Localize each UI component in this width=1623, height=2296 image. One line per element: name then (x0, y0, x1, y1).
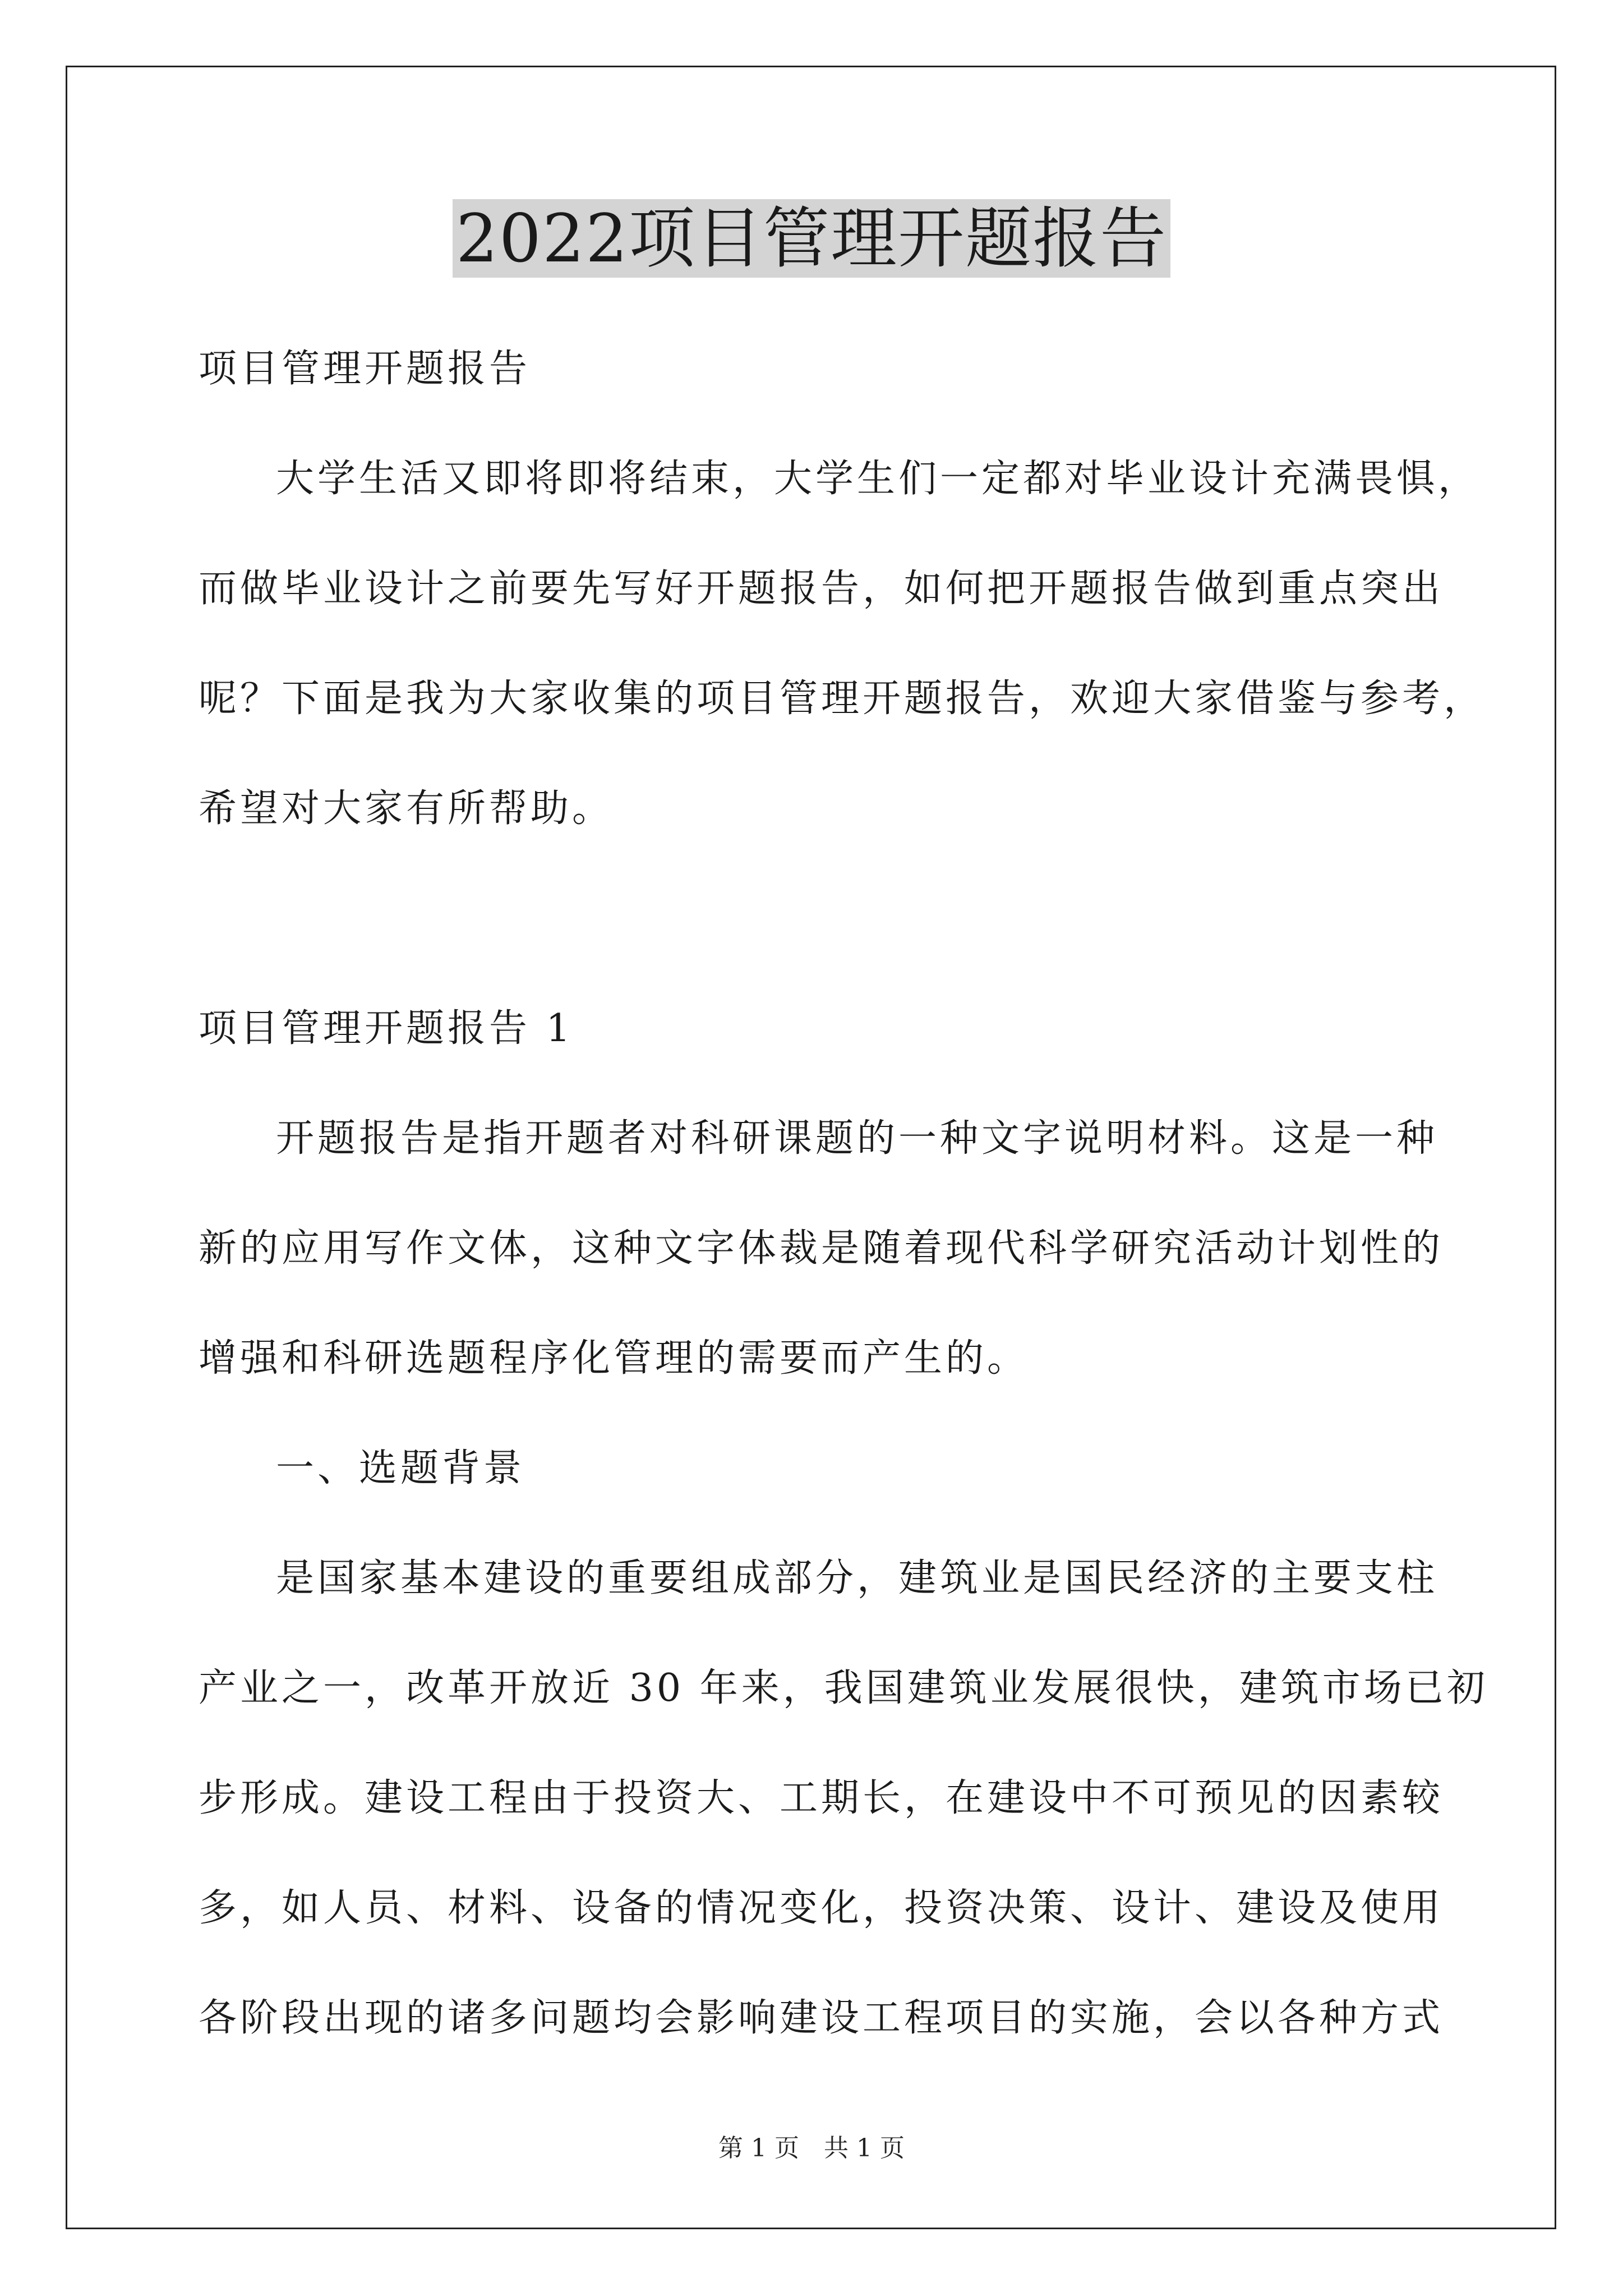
title-wrapper (0, 199, 1623, 278)
paragraph-line: 步形成。建设工程由于投资大、工期长，在建设中不可预见的因素较 (199, 1776, 1444, 1820)
paragraph-line: 新的应用写作文体，这种文字体裁是随着现代科学研究活动计划性的 (199, 1226, 1444, 1271)
paragraph-line: 大学生活又即将即将结束，大学生们一定都对毕业设计充满畏惧， (276, 457, 1480, 501)
paragraph-line: 呢？下面是我为大家收集的项目管理开题报告，欢迎大家借鉴与参考， (199, 677, 1486, 721)
paragraph-line: 希望对大家有所帮助。 (199, 786, 614, 831)
paragraph-line: 是国家基本建设的重要组成部分，建筑业是国民经济的主要支柱 (276, 1556, 1438, 1600)
document-title: 2022项目管理开题报告 (453, 199, 1170, 278)
paragraph-line: 产业之一，改革开放近 30 年来，我国建筑业发展很快，建筑市场已初 (199, 1666, 1488, 1710)
document-body (199, 314, 1488, 2073)
blank-line (199, 864, 1447, 974)
intro-heading: 项目管理开题报告 (199, 347, 531, 391)
section-heading: 项目管理开题报告 1 (199, 1006, 574, 1051)
page-footer: 第 1 页 共 1 页 (718, 2134, 905, 2162)
paragraph-line: 增强和科研选题程序化管理的需要而产生的。 (199, 1336, 1029, 1381)
subheading: 一、选题背景 (276, 1446, 525, 1490)
paragraph-line: 各阶段出现的诸多问题均会影响建设工程项目的实施，会以各种方式 (199, 1996, 1444, 2040)
paragraph-line: 而做毕业设计之前要先写好开题报告，如何把开题报告做到重点突出 (199, 567, 1444, 611)
paragraph-line: 开题报告是指开题者对科研课题的一种文字说明材料。这是一种 (276, 1116, 1438, 1161)
paragraph-line: 多，如人员、材料、设备的情况变化，投资决策、设计、建设及使用 (199, 1886, 1444, 1930)
